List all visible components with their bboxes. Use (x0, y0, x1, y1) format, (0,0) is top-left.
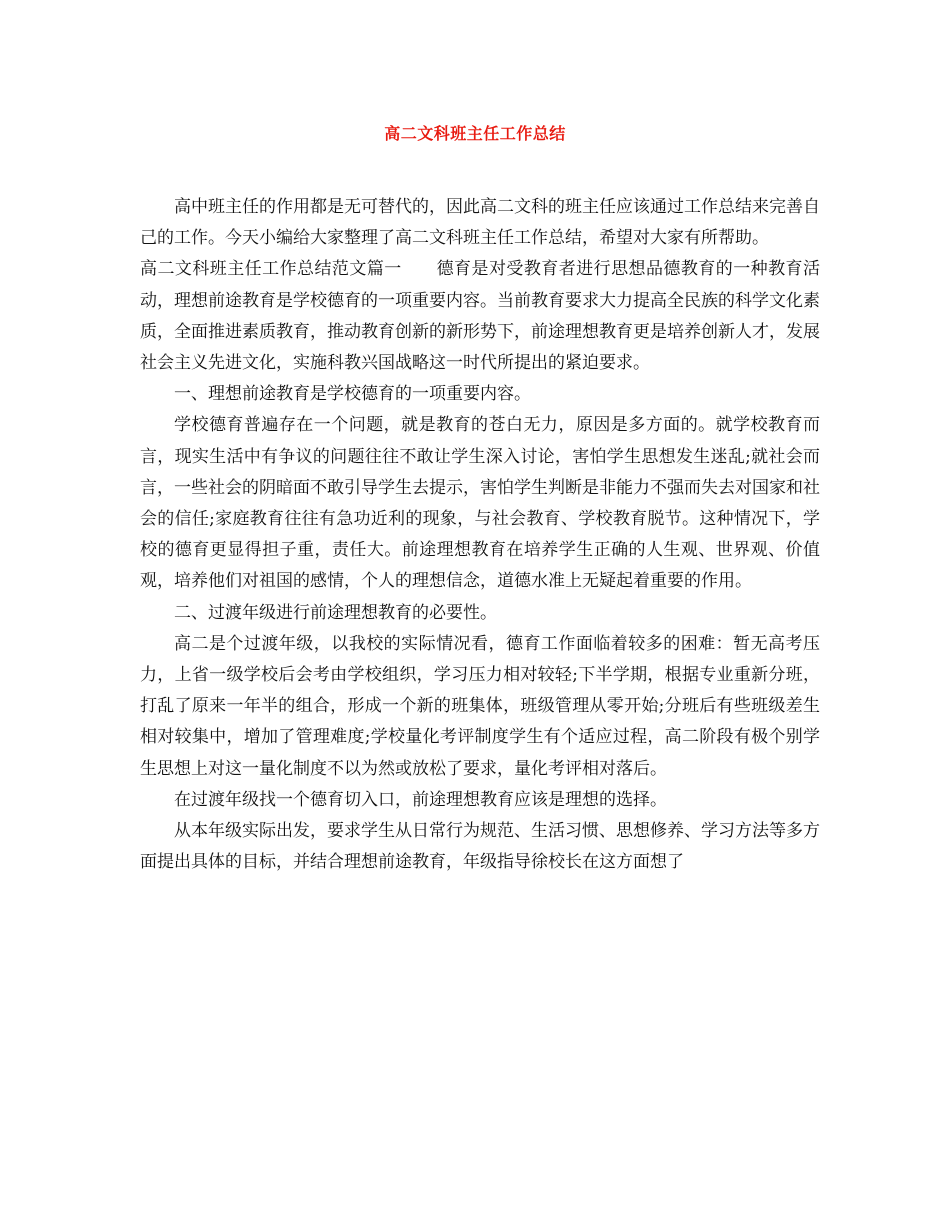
paragraph: 在过渡年级找一个德育切入口，前途理想教育应该是理想的选择。 (174, 789, 667, 810)
paragraph: 高中班主任的作用都是无可替代的，因此高二文科的班主任应该通过工作总结来完善自己的工作。今天小编给大家整理了高二文科班主任工作总结，希望对大家有所帮助。 (140, 197, 820, 249)
document-body (140, 192, 820, 878)
paragraph: 高二文科班主任工作总结范文篇一 德育是对受教育者进行思想品德教育的一种教育活动，理想前途教育是学校德育的一项重要内容。当前教育要求大力提高全民族的科学文化素质，全面推进素质教育，推动教育创新的新形势下，前途理想教育更是培养创新人才，发展社会主义先进文化，实施科教兴国战略这一时代所提出的紧迫要求。 (140, 259, 820, 374)
document-title: 高二文科班主任工作总结 (384, 124, 566, 143)
paragraph: 学校德育普遍存在一个问题，就是教育的苍白无力，原因是多方面的。就学校教育而言，现实生活中有争议的问题往往不敢让学生深入讨论，害怕学生思想发生迷乱;就社会而言，一些社会的阴暗面不敢引导学生去提示，害怕学生判断是非能力不强而失去对国家和社会的信任;家庭教育往往有急功近利的现象，与社会教育、学校教育脱节。这种情况下，学校的德育更显得担子重，责任大。前途理想教育在培养学生正确的人生观、世界观、价值观，培养他们对祖国的感情，个人的理想信念，道德水准上无疑起着重要的作用。 (140, 415, 820, 592)
paragraph: 高二是个过渡年级，以我校的实际情况看，德育工作面临着较多的困难：暂无高考压力，上省一级学校后会考由学校组织，学习压力相对较轻;下半学期，根据专业重新分班，打乱了原来一年半的组合，形成一个新的班集体，班级管理从零开始;分班后有些班级差生相对较集中，增加了管理难度;学校量化考评制度学生有个适应过程，高二阶段有极个别学生思想上对这一量化制度不以为然或放松了要求，量化考评相对落后。 (140, 633, 820, 779)
paragraph: 二、过渡年级进行前途理想教育的必要性。 (174, 602, 497, 623)
paragraph: 一、理想前途教育是学校德育的一项重要内容。 (174, 384, 531, 405)
paragraph: 从本年级实际出发，要求学生从日常行为规范、生活习惯、思想修养、学习方法等多方面提出具体的目标，并结合理想前途教育，年级指导徐校长在这方面想了 (140, 821, 820, 873)
